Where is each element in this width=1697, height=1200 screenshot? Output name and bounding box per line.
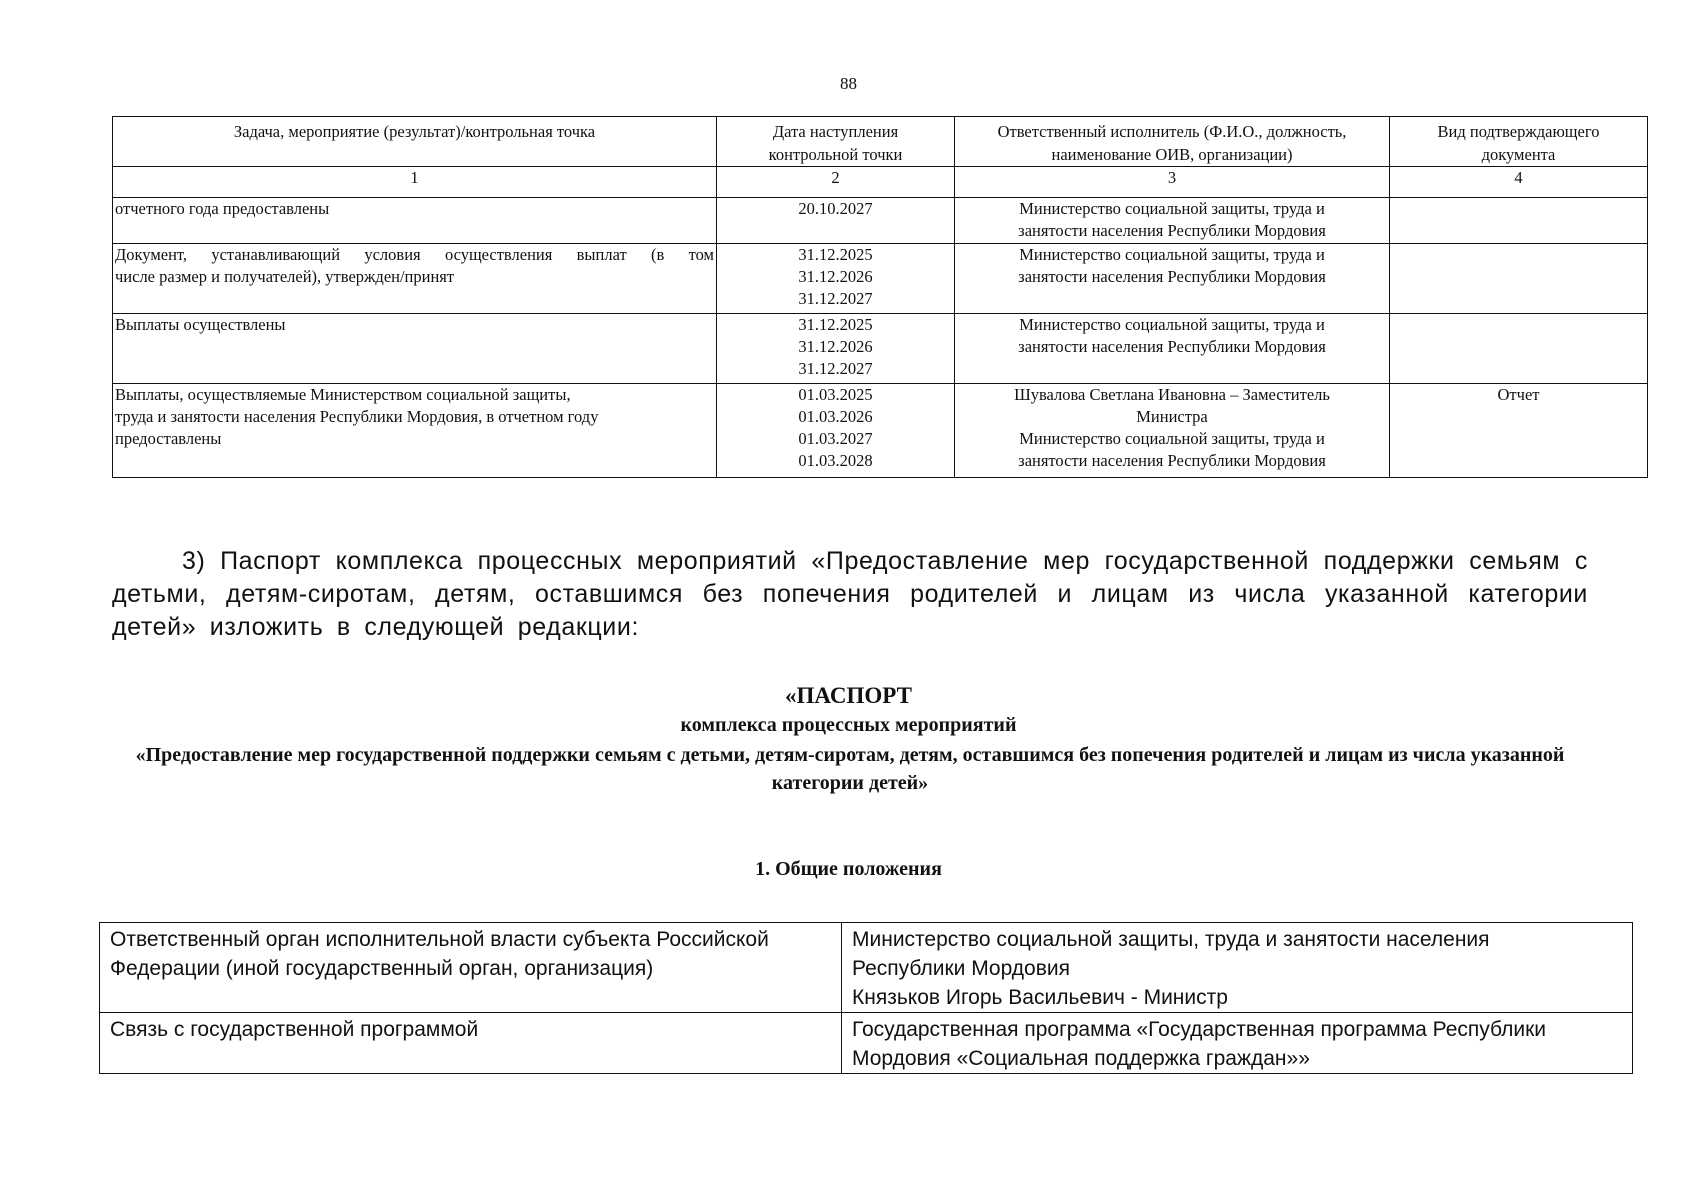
provision-label-line: Ответственный орган исполнительной власти субъекта Российской (110, 928, 769, 951)
executor-line: занятости населения Республики Мордовия (1018, 267, 1326, 286)
executor-cell (955, 198, 1390, 244)
provision-label-line: Связь с государственной программой (110, 1018, 479, 1041)
control-points-table (112, 116, 1648, 478)
date-cell (717, 244, 955, 314)
date-value: 31.12.2025 (798, 245, 873, 264)
header-doc-type (1390, 117, 1648, 167)
doc-cell (1390, 198, 1648, 244)
date-value: 31.12.2027 (798, 359, 873, 378)
general-provisions-table (99, 922, 1633, 1074)
task-line: Выплаты осуществлены (115, 315, 286, 334)
header-task (113, 117, 717, 167)
column-number: 2 (717, 167, 955, 198)
doc-cell: Отчет (1390, 384, 1648, 478)
date-value: 31.12.2027 (798, 289, 873, 308)
table-row (113, 244, 1648, 314)
doc-cell (1390, 314, 1648, 384)
date-value: 01.03.2027 (798, 429, 873, 448)
provision-value-cell (842, 923, 1633, 1013)
header-date-line: контрольной точки (768, 145, 903, 164)
executor-cell (955, 384, 1390, 478)
provision-value-line: Министерство социальной защиты, труда и занятости населения (852, 928, 1490, 951)
executor-cell (955, 314, 1390, 384)
executor-line: Министерство социальной защиты, труда и (1019, 315, 1325, 334)
passport-name: «Предоставление мер государственной поддержки семьям с детьми, детям-сиротам, детям, оставшимся без попечения родителей и лицам из числа указанной категории детей» (135, 744, 1565, 794)
executor-line: Шувалова Светлана Ивановна – Заместитель (1014, 385, 1330, 404)
provision-label-cell (100, 923, 842, 1013)
header-doc-line: документа (1481, 145, 1556, 164)
executor-line: занятости населения Республики Мордовия (1018, 337, 1326, 356)
column-number: 3 (955, 167, 1390, 198)
date-value: 01.03.2028 (798, 451, 873, 470)
date-value: 20.10.2027 (798, 199, 873, 218)
header-executor (955, 117, 1390, 167)
executor-line: занятости населения Республики Мордовия (1018, 221, 1326, 240)
date-value: 01.03.2026 (798, 407, 873, 426)
date-cell (717, 384, 955, 478)
provision-label-line: Федерации (иной государственный орган, организация) (110, 957, 654, 980)
table-header-row (113, 117, 1648, 167)
date-value: 31.12.2026 (798, 337, 873, 356)
column-number: 1 (113, 167, 717, 198)
task-cell (113, 244, 717, 314)
header-date-line: Дата наступления (772, 122, 899, 141)
task-line: числе размер и получателей), утвержден/принят (115, 267, 455, 286)
task-line: Документ, устанавливающий условия осуществления выплат (в том (115, 245, 714, 264)
date-value: 31.12.2025 (798, 315, 873, 334)
provision-value-line: Князьков Игорь Васильевич - Министр (852, 986, 1228, 1009)
section-title: 1. Общие положения (755, 858, 942, 880)
task-line: Выплаты, осуществляемые Министерством социальной защиты, (115, 385, 571, 404)
task-line: отчетного года предоставлены (115, 199, 330, 218)
task-line: предоставлены (115, 429, 222, 448)
date-cell (717, 198, 955, 244)
executor-line: занятости населения Республики Мордовия (1018, 451, 1326, 470)
task-cell (113, 384, 717, 478)
table-row (113, 384, 1648, 478)
column-number: 4 (1390, 167, 1648, 198)
page-number: 88 (840, 74, 857, 93)
date-value: 01.03.2025 (798, 385, 873, 404)
task-line: труда и занятости населения Республики Мордовия, в отчетном году (115, 407, 599, 426)
header-task-text: Задача, мероприятие (результат)/контрольная точка (233, 122, 596, 141)
provision-label-cell (100, 1013, 842, 1074)
passport-title: «ПАСПОРТ (785, 683, 912, 708)
doc-cell (1390, 244, 1648, 314)
executor-cell (955, 244, 1390, 314)
table-row (113, 314, 1648, 384)
provision-value-line: Республики Мордовия (852, 957, 1070, 980)
date-value: 31.12.2026 (798, 267, 873, 286)
executor-line: Министерство социальной защиты, труда и (1019, 245, 1325, 264)
table-row (100, 1013, 1633, 1074)
provision-value-line: Мордовия «Социальная поддержка граждан»» (852, 1047, 1310, 1070)
header-executor-line: наименование ОИВ, организации) (1051, 145, 1293, 164)
table-row (113, 198, 1648, 244)
executor-line: Министра (1136, 407, 1208, 426)
column-numbers-row (113, 167, 1648, 198)
provision-value-cell (842, 1013, 1633, 1074)
amendment-paragraph: 3) Паспорт комплекса процессных мероприятий «Предоставление мер государственной поддержки семьям с детьми, детям-сиротам, детям, оставшимся без попечения родителей и лицам из числа указанной категории детей» изложить в следующей редакции: (112, 547, 1588, 641)
executor-line: Министерство социальной защиты, труда и (1019, 199, 1325, 218)
task-cell (113, 198, 717, 244)
executor-line: Министерство социальной защиты, труда и (1019, 429, 1325, 448)
header-date (717, 117, 955, 167)
passport-subtitle: комплекса процессных мероприятий (680, 714, 1017, 736)
provision-value-line: Государственная программа «Государственная программа Республики (852, 1018, 1547, 1041)
task-cell (113, 314, 717, 384)
date-cell (717, 314, 955, 384)
table-row (100, 923, 1633, 1013)
header-doc-line: Вид подтверждающего (1437, 122, 1600, 141)
header-executor-line: Ответственный исполнитель (Ф.И.О., должность, (997, 122, 1347, 141)
